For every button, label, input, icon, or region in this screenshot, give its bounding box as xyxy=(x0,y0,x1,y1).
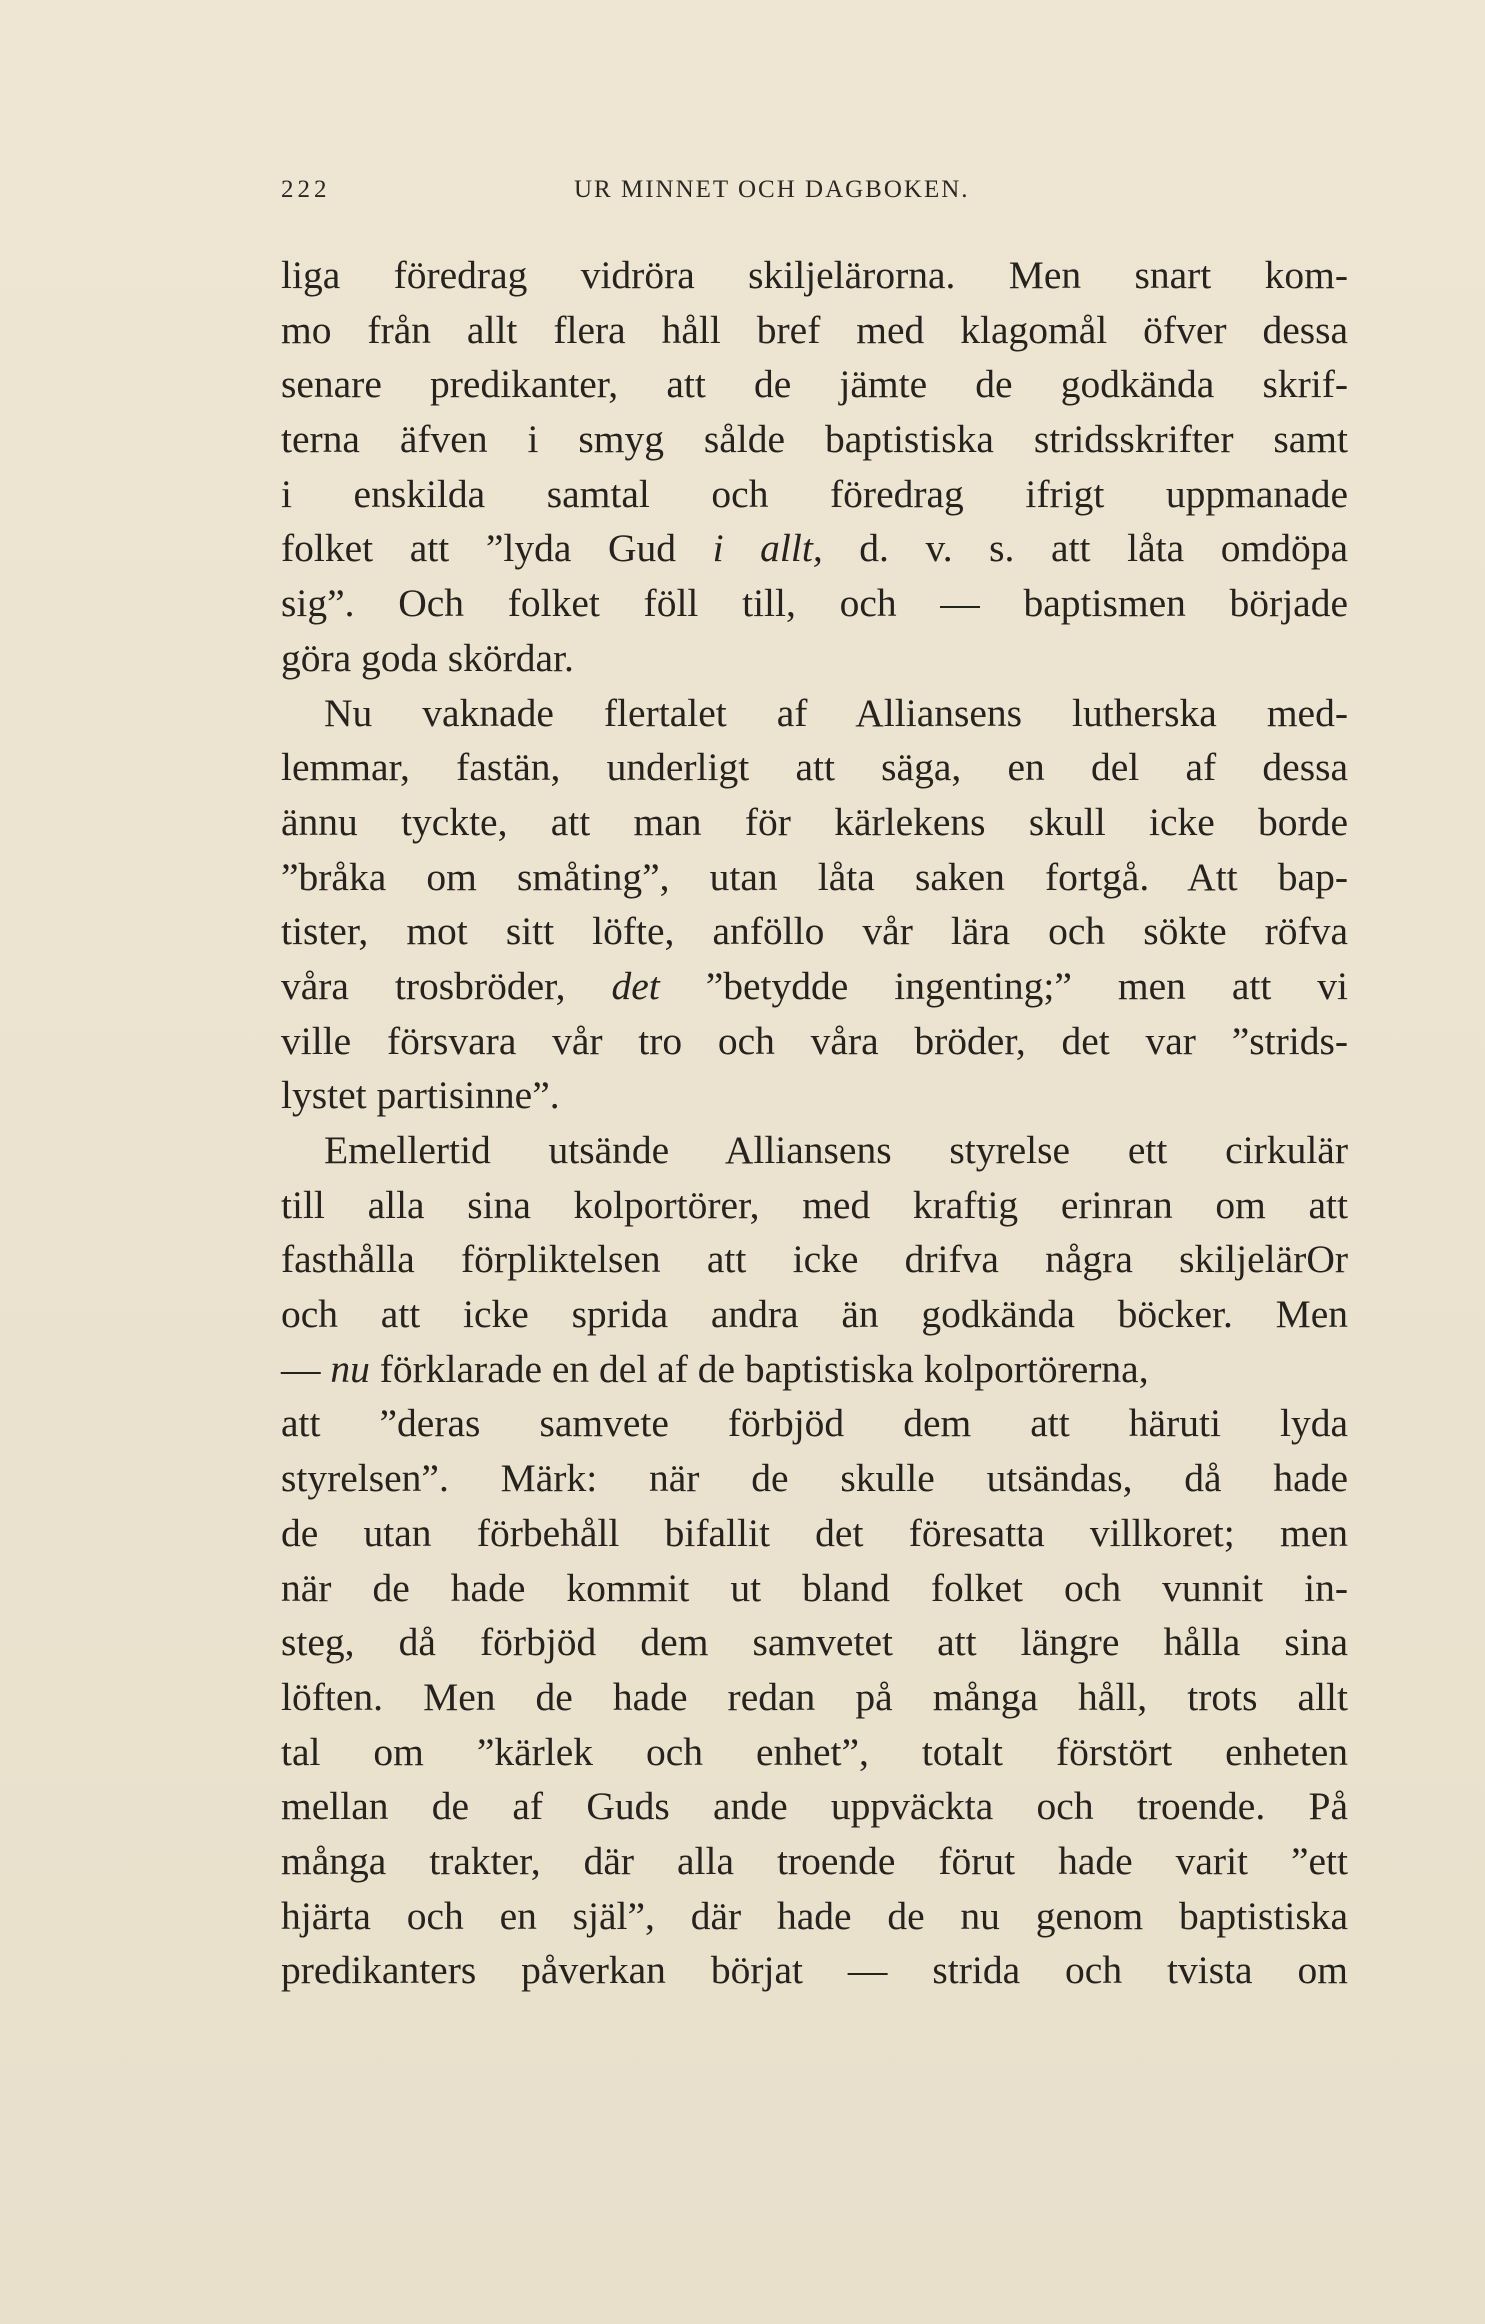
italic-text: nu xyxy=(330,1346,370,1391)
text-line xyxy=(281,1342,1348,1397)
text-line xyxy=(281,1561,1348,1616)
text-segment: ”bråka om småting”, utan låta saken fortgå. Att bap- xyxy=(281,854,1348,899)
text-line xyxy=(281,686,1348,741)
text-line xyxy=(281,303,1348,358)
paragraph xyxy=(281,248,1348,686)
text-segment: predikanters påverkan börjat — strida och tvista om xyxy=(281,1948,1348,1993)
text-line xyxy=(281,1725,1348,1780)
italic-text: det xyxy=(611,963,660,1008)
text-line xyxy=(281,248,1348,303)
text-segment: terna äfven i smyg sålde baptistiska stridsskrifter samt xyxy=(281,417,1348,462)
text-segment: löften. Men de hade redan på många håll, trots allt xyxy=(281,1674,1348,1719)
text-segment: steg, då förbjöd dem samvetet att längre hålla sina xyxy=(281,1620,1348,1665)
text-segment: senare predikanter, att de jämte de godkända skrif- xyxy=(281,362,1348,407)
text-segment: de utan förbehåll bifallit det föresatta villkoret; men xyxy=(281,1510,1348,1555)
text-segment: till alla sina kolportörer, med kraftig erinran om att xyxy=(281,1182,1348,1227)
text-segment: tister, mot sitt löfte, anföllo vår lära och sökte röfva xyxy=(281,909,1348,954)
text-line xyxy=(281,1014,1348,1069)
text-segment: sig”. Och folket föll till, och — baptismen började xyxy=(281,581,1348,626)
text-line xyxy=(281,467,1348,522)
text-segment: liga föredrag vidröra skiljelärorna. Men snart kom- xyxy=(281,253,1348,297)
paragraph xyxy=(281,686,1348,1124)
text-line xyxy=(281,521,1348,576)
text-segment: ”betydde ingenting;” men att vi xyxy=(659,963,1348,1008)
text-line xyxy=(281,357,1348,412)
text-segment: när de hade kommit ut bland folket och vunnit in- xyxy=(281,1565,1348,1610)
text-segment: göra goda skördar. xyxy=(281,635,574,680)
text-segment: förklarade en del af de baptistiska kolportörerna, xyxy=(369,1346,1149,1391)
text-segment: ville försvara vår tro och våra bröder, det var ”strids- xyxy=(281,1018,1348,1063)
text-segment: styrelsen”. Märk: när de skulle utsändas, då hade xyxy=(281,1456,1348,1501)
text-line xyxy=(281,1506,1348,1561)
text-segment: att ”deras samvete förbjöd dem att häruti lyda xyxy=(281,1401,1348,1446)
text-segment: Nu vaknade flertalet af Alliansens lutherska med- xyxy=(324,690,1348,735)
text-line xyxy=(281,1451,1348,1506)
text-segment: — xyxy=(281,1346,331,1391)
text-line xyxy=(281,795,1348,850)
running-head: UR MINNET OCH DAGBOKEN. xyxy=(574,176,970,203)
text-segment: fasthålla förpliktelsen att icke drifva några skiljelärOr xyxy=(281,1237,1348,1282)
text-line xyxy=(281,1779,1348,1834)
text-segment: mo från allt flera håll bref med klagomål öfver dessa xyxy=(281,307,1348,352)
text-line xyxy=(281,1123,1348,1178)
text-segment: i enskilda samtal och föredrag ifrigt uppmanade xyxy=(281,471,1348,516)
text-line xyxy=(281,740,1348,795)
text-segment: många trakter, där alla troende förut hade varit ”ett xyxy=(281,1838,1348,1883)
text-segment: hjärta och en själ”, där hade de nu genom baptistiska xyxy=(281,1893,1348,1938)
text-line xyxy=(281,904,1348,959)
italic-text: i allt, xyxy=(712,526,823,571)
text-line xyxy=(281,1615,1348,1670)
text-segment: våra trosbröder, xyxy=(281,963,612,1008)
text-line xyxy=(281,1834,1348,1889)
text-segment: lemmar, fastän, underligt att säga, en del af dessa xyxy=(281,745,1348,790)
body-text xyxy=(281,248,1348,1998)
text-segment: tal om ”kärlek och enhet”, totalt förstört enheten xyxy=(281,1729,1348,1774)
text-line xyxy=(281,1178,1348,1233)
text-line xyxy=(281,1396,1348,1451)
text-line xyxy=(281,412,1348,467)
text-line xyxy=(281,1068,1348,1123)
text-line xyxy=(281,1943,1348,1998)
text-segment: Emellertid utsände Alliansens styrelse ett cirkulär xyxy=(324,1128,1348,1172)
text-segment: folket att ”lyda Gud xyxy=(281,526,713,571)
paragraph xyxy=(281,1123,1348,1998)
text-line xyxy=(281,576,1348,631)
text-segment: mellan de af Guds ande uppväckta och troende. På xyxy=(281,1784,1348,1829)
text-line xyxy=(281,1670,1348,1725)
text-line xyxy=(281,959,1348,1014)
text-line xyxy=(281,1889,1348,1944)
text-line xyxy=(281,1287,1348,1342)
text-segment: ännu tyckte, att man för kärlekens skull icke borde xyxy=(281,799,1348,844)
text-line xyxy=(281,850,1348,905)
text-segment: lystet partisinne”. xyxy=(281,1073,560,1118)
page-number: 222 xyxy=(281,176,331,203)
text-segment: d. v. s. att låta omdöpa xyxy=(822,526,1348,571)
page-header xyxy=(281,176,1351,216)
text-line xyxy=(281,1232,1348,1287)
text-line xyxy=(281,631,1348,686)
text-segment: och att icke sprida andra än godkända böcker. Men xyxy=(281,1292,1348,1337)
